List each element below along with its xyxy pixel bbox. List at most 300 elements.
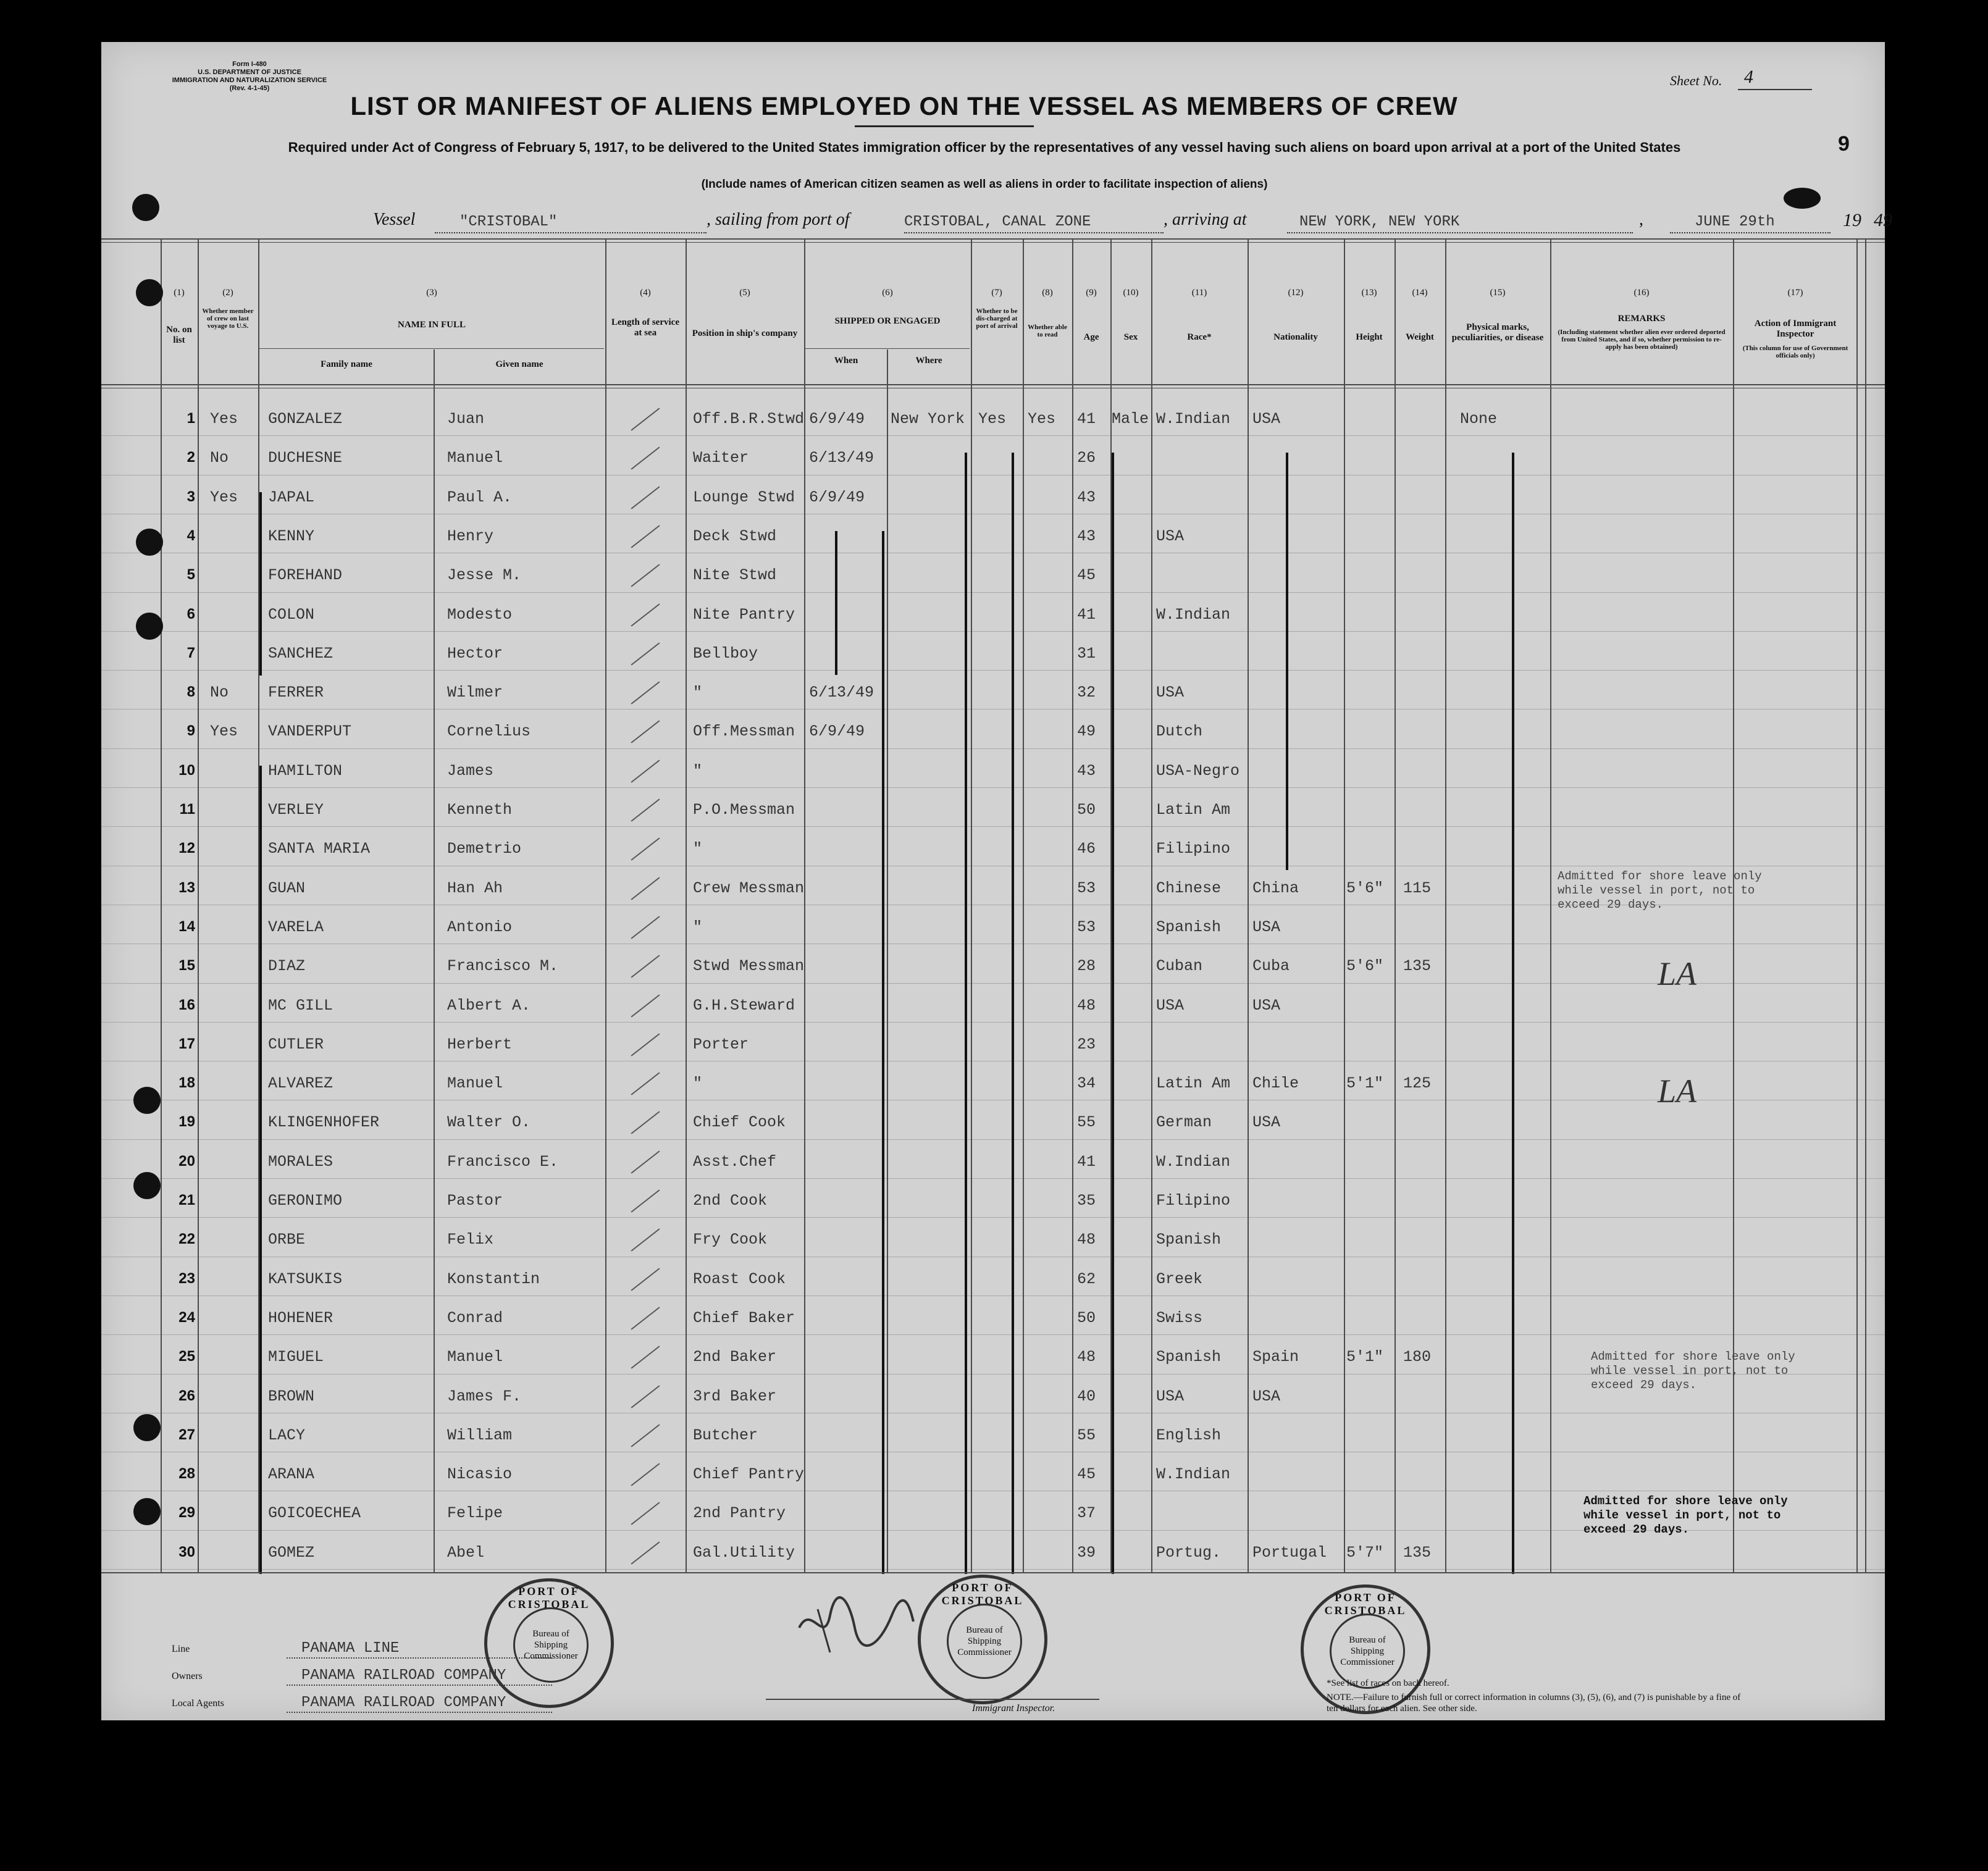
row-rule — [101, 1334, 1885, 1335]
row-16-position: G.H.Steward — [693, 997, 795, 1015]
row-30-race: Portug. — [1156, 1544, 1222, 1562]
column-rule — [1395, 238, 1396, 1572]
row-15-age: 28 — [1077, 957, 1096, 975]
col-num-7: (7) — [991, 288, 1002, 298]
row-22-family: ORBE — [268, 1231, 306, 1249]
row-7-family: SANCHEZ — [268, 645, 333, 663]
initials-row-18: LA — [1658, 1073, 1697, 1110]
row-26-race: USA — [1156, 1388, 1185, 1405]
row-5-n: 5 — [187, 566, 195, 583]
row-21-age: 35 — [1077, 1192, 1096, 1210]
service-mark — [631, 486, 660, 509]
row-13-age: 53 — [1077, 879, 1096, 897]
service-mark — [631, 1463, 660, 1486]
head-no-on-list: No. on list — [166, 325, 192, 345]
row-1-marks: None — [1460, 410, 1498, 428]
row-5-age: 45 — [1077, 566, 1096, 584]
service-mark — [631, 994, 660, 1017]
row-1-sex: Male — [1112, 410, 1149, 428]
row-8-family: FERRER — [268, 684, 324, 701]
crew-table — [101, 238, 1885, 1562]
col-num-10: (10) — [1123, 288, 1139, 298]
row-2-given: Manuel — [447, 449, 503, 467]
row-12-race: Filipino — [1156, 840, 1231, 858]
form-identifier — [157, 61, 342, 93]
row-20-given: Francisco E. — [447, 1153, 559, 1171]
ditto-mark — [1112, 453, 1114, 1574]
row-15-given: Francisco M. — [447, 957, 559, 975]
service-mark — [631, 1228, 660, 1251]
row-23-race: Greek — [1156, 1270, 1203, 1288]
row-25-position: 2nd Baker — [693, 1348, 777, 1366]
remark-row-30-line-1: Admitted for shore leave only — [1583, 1494, 1788, 1508]
service-mark — [631, 1541, 660, 1564]
owners-value: PANAMA RAILROAD COMPANY — [301, 1667, 506, 1684]
row-29-age: 37 — [1077, 1504, 1096, 1522]
row-rule — [101, 1022, 1885, 1023]
row-26-position: 3rd Baker — [693, 1388, 777, 1405]
row-9-race: Dutch — [1156, 722, 1203, 740]
row-21-position: 2nd Cook — [693, 1192, 768, 1210]
row-4-family: KENNY — [268, 527, 315, 545]
port-to-underline — [1287, 232, 1633, 233]
row-10-age: 43 — [1077, 762, 1096, 780]
ditto-mark — [965, 453, 967, 1574]
row-12-given: Demetrio — [447, 840, 522, 858]
ditto-mark — [1012, 453, 1014, 1574]
row-7-age: 31 — [1077, 645, 1096, 663]
remark-row-13 — [1558, 869, 1762, 912]
row-4-age: 43 — [1077, 527, 1096, 545]
row-16-age: 48 — [1077, 997, 1096, 1015]
row-18-family: ALVAREZ — [268, 1074, 333, 1092]
remark-row-13-line-2: while vessel in port, not to — [1558, 884, 1755, 897]
row-24-given: Conrad — [447, 1309, 503, 1327]
column-rule — [686, 238, 687, 1572]
row-3-family: JAPAL — [268, 488, 315, 506]
row-29-n: 29 — [178, 1504, 195, 1521]
line-value: PANAMA LINE — [301, 1640, 400, 1657]
row-3-age: 43 — [1077, 488, 1096, 506]
row-23-given: Konstantin — [447, 1270, 540, 1288]
column-rule — [1344, 238, 1345, 1572]
service-mark — [631, 1346, 660, 1368]
row-7-n: 7 — [187, 645, 195, 661]
row-6-race: W.Indian — [1156, 606, 1231, 624]
arrival-year: 49 — [1874, 210, 1892, 230]
col-num-6: (6) — [882, 288, 893, 298]
service-mark — [631, 837, 660, 860]
service-mark — [631, 1189, 660, 1212]
grid-top-rule-2 — [101, 242, 1885, 243]
row-21-race: Filipino — [1156, 1192, 1231, 1210]
ink-blot — [1784, 188, 1821, 209]
head-action-note: (This column for use of Government officials only) — [1742, 345, 1848, 359]
row-25-given: Manuel — [447, 1348, 503, 1366]
row-rule — [101, 1295, 1885, 1296]
column-rule — [198, 238, 199, 1572]
row-rule — [101, 592, 1885, 593]
row-1-n: 1 — [187, 410, 195, 427]
row-2-position: Waiter — [693, 449, 749, 467]
row-25-n: 25 — [178, 1348, 195, 1365]
row-13-position: Crew Messman — [693, 879, 805, 897]
column-rule — [1550, 238, 1551, 1572]
column-rule — [1445, 238, 1446, 1572]
remark-row-13-line-3: exceed 29 days. — [1558, 898, 1664, 911]
row-1-where: New York — [891, 410, 965, 428]
arrival-date: JUNE 29th — [1695, 214, 1775, 230]
form-service: IMMIGRATION AND NATURALIZATION SERVICE — [172, 77, 327, 84]
row-rule — [101, 1178, 1885, 1179]
service-mark — [631, 642, 660, 665]
row-25-nat: Spain — [1252, 1348, 1299, 1366]
row-5-given: Jesse M. — [447, 566, 522, 584]
row-13-family: GUAN — [268, 879, 306, 897]
head-shipped-engaged: SHIPPED OR ENGAGED — [834, 316, 941, 326]
seal-2-center-text: Bureau of Shipping Commissioner — [947, 1604, 1022, 1679]
sheet-number: 4 — [1744, 67, 1753, 87]
row-20-position: Asst.Chef — [693, 1153, 777, 1171]
seal-3-center-text: Bureau of Shipping Commissioner — [1330, 1614, 1405, 1689]
row-9-family: VANDERPUT — [268, 722, 352, 740]
row-18-weight: 125 — [1403, 1074, 1432, 1092]
row-rule — [101, 787, 1885, 788]
remark-row-25 — [1591, 1350, 1795, 1392]
row-25-height: 5'1" — [1346, 1348, 1384, 1366]
ditto-mark — [259, 492, 262, 676]
year-prefix: 19 — [1843, 210, 1861, 230]
head-name-in-full: NAME IN FULL — [397, 320, 466, 330]
service-mark — [631, 1502, 660, 1525]
row-rule — [101, 631, 1885, 632]
row-7-position: Bellboy — [693, 645, 758, 663]
row-2-when: 6/13/49 — [809, 449, 874, 467]
row-rule — [101, 670, 1885, 671]
punch-hole — [133, 1087, 161, 1114]
row-15-n: 15 — [178, 957, 195, 974]
head-able-to-read: Whether able to read — [1028, 324, 1067, 338]
row-28-age: 45 — [1077, 1465, 1096, 1483]
row-12-position: " — [693, 840, 703, 858]
row-3-when: 6/9/49 — [809, 488, 865, 506]
service-mark — [631, 877, 660, 900]
row-24-age: 50 — [1077, 1309, 1096, 1327]
row-13-race: Chinese — [1156, 879, 1222, 897]
row-27-family: LACY — [268, 1426, 306, 1444]
head-height: Height — [1356, 332, 1383, 342]
inspector-signature — [793, 1591, 916, 1659]
row-26-given: James F. — [447, 1388, 522, 1405]
row-28-given: Nicasio — [447, 1465, 513, 1483]
ditto-mark — [259, 766, 262, 1574]
row-13-height: 5'6" — [1346, 879, 1384, 897]
row-4-position: Deck Stwd — [693, 527, 777, 545]
remark-row-30-line-2: while vessel in port, not to — [1583, 1509, 1781, 1522]
row-20-age: 41 — [1077, 1153, 1096, 1171]
row-20-race: W.Indian — [1156, 1153, 1231, 1171]
row-15-nat: Cuba — [1252, 957, 1290, 975]
row-8-race: USA — [1156, 684, 1185, 701]
column-rule — [804, 238, 805, 1572]
row-22-position: Fry Cook — [693, 1231, 768, 1249]
row-14-race: Spanish — [1156, 918, 1222, 936]
head-weight: Weight — [1406, 332, 1434, 342]
initials-row-15: LA — [1658, 955, 1697, 992]
row-8-position: " — [693, 684, 703, 701]
owners-label: Owners — [172, 1671, 203, 1681]
punch-hole — [132, 194, 159, 221]
head-remarks-note: (Including statement whether alien ever ordered deported from United States, and if so, whether permission to re-apply has been obtained) — [1558, 329, 1726, 351]
service-mark — [631, 681, 660, 704]
row-rule — [101, 748, 1885, 749]
row-3-position: Lounge Stwd — [693, 488, 795, 506]
row-6-given: Modesto — [447, 606, 513, 624]
row-27-given: William — [447, 1426, 513, 1444]
row-24-position: Chief Baker — [693, 1309, 795, 1327]
row-20-family: MORALES — [268, 1153, 333, 1171]
col-num-14: (14) — [1412, 288, 1428, 298]
row-20-n: 20 — [178, 1153, 195, 1170]
head-family-name: Family name — [321, 359, 372, 369]
form-number: Form I-480 — [232, 61, 267, 68]
row-18-age: 34 — [1077, 1074, 1096, 1092]
row-23-family: KATSUKIS — [268, 1270, 343, 1288]
row-13-nat: China — [1252, 879, 1299, 897]
row-1-member: Yes — [210, 410, 238, 428]
row-19-family: KLINGENHOFER — [268, 1113, 380, 1131]
row-1-age: 41 — [1077, 410, 1096, 428]
row-8-when: 6/13/49 — [809, 684, 874, 701]
column-rule — [1072, 238, 1073, 1572]
service-mark — [631, 1385, 660, 1408]
row-11-age: 50 — [1077, 801, 1096, 819]
ditto-mark — [835, 531, 837, 675]
row-6-age: 41 — [1077, 606, 1096, 624]
sheet-label: Sheet No. — [1670, 73, 1722, 88]
row-1-nat: USA — [1252, 410, 1281, 428]
remark-row-25-line-1: Admitted for shore leave only — [1591, 1350, 1795, 1363]
service-mark — [631, 1150, 660, 1173]
row-9-position: Off.Messman — [693, 722, 795, 740]
service-mark — [631, 760, 660, 782]
inspector-label: Immigrant Inspector. — [972, 1703, 1055, 1714]
head-discharged: Whether to be dis-charged at port of arrival — [976, 308, 1018, 330]
row-18-n: 18 — [178, 1074, 195, 1091]
seal-1-ring-text: PORT OF CRISTOBAL — [508, 1585, 590, 1610]
row-18-race: Latin Am — [1156, 1074, 1231, 1092]
service-mark — [631, 1307, 660, 1329]
row-9-member: Yes — [210, 722, 238, 740]
col-num-5: (5) — [739, 288, 750, 298]
row-23-age: 62 — [1077, 1270, 1096, 1288]
row-23-position: Roast Cook — [693, 1270, 786, 1288]
row-22-given: Felix — [447, 1231, 494, 1249]
row-12-family: SANTA MARIA — [268, 840, 371, 858]
head-given-name: Given name — [495, 359, 543, 369]
row-22-race: Spanish — [1156, 1231, 1222, 1249]
service-mark — [631, 916, 660, 939]
row-27-race: English — [1156, 1426, 1222, 1444]
vessel-name: "CRISTOBAL" — [459, 214, 558, 230]
row-17-n: 17 — [178, 1036, 195, 1052]
head-nationality: Nationality — [1273, 332, 1318, 342]
row-19-given: Walter O. — [447, 1113, 531, 1131]
footer-top-rule — [101, 1572, 1885, 1573]
row-25-weight: 180 — [1403, 1348, 1432, 1366]
vessel-underline — [435, 232, 707, 233]
row-rule — [101, 1569, 1885, 1570]
row-5-family: FOREHAND — [268, 566, 343, 584]
shipped-subhead-rule — [805, 348, 970, 349]
head-physical-marks: Physical marks, peculiarities, or disease — [1451, 322, 1544, 343]
row-25-age: 48 — [1077, 1348, 1096, 1366]
row-14-position: " — [693, 918, 703, 936]
row-2-n: 2 — [187, 449, 195, 466]
row-26-nat: USA — [1252, 1388, 1281, 1405]
column-rule — [1865, 238, 1866, 1572]
row-28-n: 28 — [178, 1465, 195, 1482]
punch-hole — [136, 529, 163, 556]
col-num-8: (8) — [1042, 288, 1053, 298]
row-30-position: Gal.Utility — [693, 1544, 795, 1562]
row-15-position: Stwd Messman — [693, 957, 805, 975]
row-21-family: GERONIMO — [268, 1192, 343, 1210]
row-6-n: 6 — [187, 606, 195, 622]
row-1-discharged: Yes — [978, 410, 1007, 428]
row-2-member: No — [210, 449, 229, 467]
remark-row-30 — [1583, 1494, 1788, 1537]
punch-hole — [133, 1172, 161, 1199]
races-note: *See list of races on back hereof. — [1327, 1678, 1449, 1688]
row-21-n: 21 — [178, 1192, 195, 1208]
row-22-n: 22 — [178, 1231, 195, 1247]
row-26-n: 26 — [178, 1388, 195, 1404]
manifest-page — [101, 42, 1892, 1720]
ditto-mark — [1286, 453, 1288, 870]
row-30-n: 30 — [178, 1544, 195, 1560]
row-10-family: HAMILTON — [268, 762, 343, 780]
row-6-position: Nite Pantry — [693, 606, 795, 624]
column-rule — [887, 350, 888, 1572]
ditto-mark — [1512, 453, 1514, 1574]
column-rule — [1023, 238, 1024, 1572]
punch-hole — [133, 1498, 161, 1525]
form-department: U.S. DEPARTMENT OF JUSTICE — [198, 69, 301, 76]
service-mark — [631, 798, 660, 821]
column-rule — [1248, 238, 1249, 1572]
row-28-family: ARANA — [268, 1465, 315, 1483]
page-number: 9 — [1838, 132, 1850, 156]
row-18-height: 5'1" — [1346, 1074, 1384, 1092]
row-4-race: USA — [1156, 527, 1185, 545]
row-11-family: VERLEY — [268, 801, 324, 819]
row-8-member: No — [210, 684, 229, 701]
line-label: Line — [172, 1644, 190, 1654]
head-position: Position in ship's company — [692, 329, 798, 338]
column-rule — [605, 238, 606, 1572]
port-seal-1 — [484, 1578, 614, 1708]
agents-label: Local Agents — [172, 1698, 224, 1709]
row-19-race: German — [1156, 1113, 1212, 1131]
row-27-age: 55 — [1077, 1426, 1096, 1444]
row-17-family: CUTLER — [268, 1036, 324, 1053]
subtitle: Required under Act of Congress of February 5, 1917, to be delivered to the United States immigration officer by the representatives of any vessel having such aliens on board upon arrival at a port of the United States — [288, 140, 1681, 155]
row-2-family: DUCHESNE — [268, 449, 343, 467]
port-from-underline — [904, 232, 1164, 233]
head-age: Age — [1083, 332, 1099, 342]
punch-hole — [136, 613, 163, 640]
remark-row-13-line-1: Admitted for shore leave only — [1558, 869, 1762, 883]
row-6-family: COLON — [268, 606, 315, 624]
subtitle-note: (Include names of American citizen seamen as well as aliens in order to facilitate inspection of aliens) — [701, 178, 1268, 191]
punch-hole — [136, 279, 163, 306]
service-mark — [631, 408, 660, 430]
row-15-race: Cuban — [1156, 957, 1203, 975]
sheet-underline — [1738, 89, 1812, 90]
row-4-given: Henry — [447, 527, 494, 545]
row-19-n: 19 — [178, 1113, 195, 1130]
row-4-n: 4 — [187, 527, 195, 544]
row-29-family: GOICOECHEA — [268, 1504, 361, 1522]
row-15-weight: 135 — [1403, 957, 1432, 975]
row-11-race: Latin Am — [1156, 801, 1231, 819]
date-underline — [1670, 232, 1831, 233]
row-29-given: Felipe — [447, 1504, 503, 1522]
row-11-position: P.O.Messman — [693, 801, 795, 819]
row-23-n: 23 — [178, 1270, 195, 1287]
row-14-age: 53 — [1077, 918, 1096, 936]
row-29-position: 2nd Pantry — [693, 1504, 786, 1522]
head-whether-member: Whether member of crew on last voyage to U.S. — [202, 308, 254, 330]
row-5-position: Nite Stwd — [693, 566, 777, 584]
row-1-family: GONZALEZ — [268, 410, 343, 428]
row-2-age: 26 — [1077, 449, 1096, 467]
row-9-when: 6/9/49 — [809, 722, 865, 740]
remark-row-25-line-3: exceed 29 days. — [1591, 1378, 1697, 1392]
service-mark — [631, 525, 660, 548]
row-3-n: 3 — [187, 488, 195, 505]
row-11-n: 11 — [179, 801, 195, 818]
row-30-age: 39 — [1077, 1544, 1096, 1562]
row-9-given: Cornelius — [447, 722, 531, 740]
remark-row-25-line-2: while vessel in port, not to — [1591, 1364, 1789, 1378]
head-action: Action of Immigrant Inspector — [1754, 319, 1837, 339]
arriving-label: , arriving at — [1164, 210, 1247, 229]
row-16-nat: USA — [1252, 997, 1281, 1015]
port-from: CRISTOBAL, CANAL ZONE — [904, 214, 1091, 230]
column-rule — [1856, 238, 1858, 1572]
column-rule — [161, 238, 162, 1572]
row-24-n: 24 — [178, 1309, 195, 1326]
row-18-nat: Chile — [1252, 1074, 1299, 1092]
agents-value: PANAMA RAILROAD COMPANY — [301, 1694, 506, 1711]
fine-note: NOTE.—Failure to furnish full or correct information in columns (3), (5), (6), and (7) is punishable by a fine of ten dollars for each alien. See other side. — [1327, 1693, 1741, 1714]
title-rule — [855, 125, 1034, 127]
row-18-position: " — [693, 1074, 703, 1092]
row-16-family: MC GILL — [268, 997, 333, 1015]
column-rule — [434, 350, 435, 1572]
port-to: NEW YORK, NEW YORK — [1299, 214, 1460, 230]
row-18-given: Manuel — [447, 1074, 503, 1092]
row-17-position: Porter — [693, 1036, 749, 1053]
row-1-read: Yes — [1028, 410, 1056, 428]
col-num-2: (2) — [222, 288, 233, 298]
row-14-nat: USA — [1252, 918, 1281, 936]
row-19-position: Chief Cook — [693, 1113, 786, 1131]
row-10-position: " — [693, 762, 703, 780]
ditto-mark — [882, 531, 884, 1574]
